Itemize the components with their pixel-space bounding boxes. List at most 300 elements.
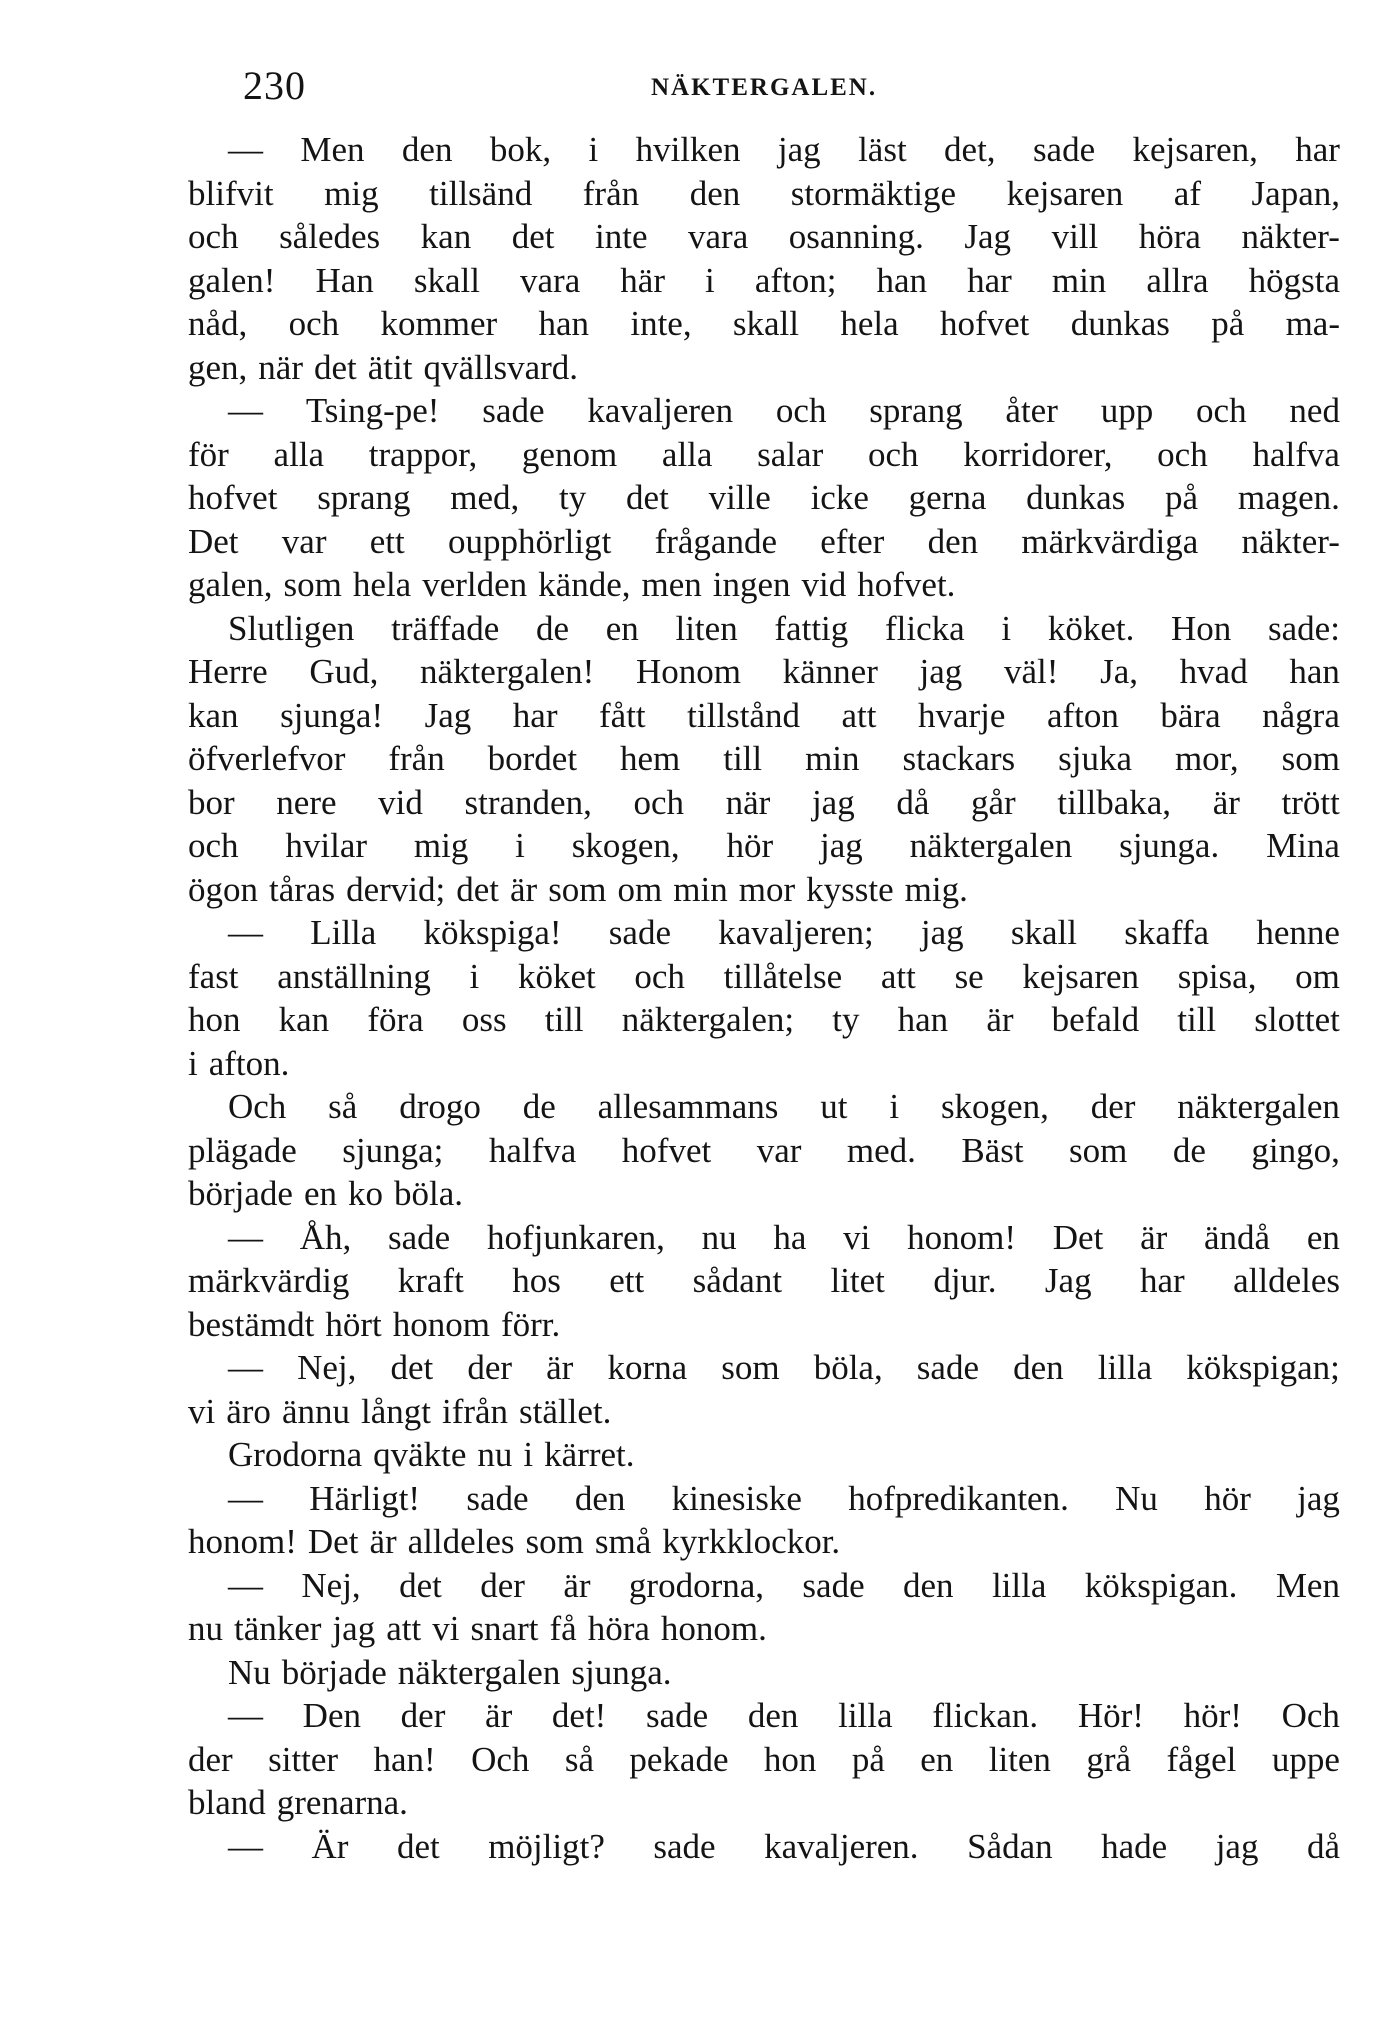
word: är bbox=[485, 1696, 513, 1735]
word: på bbox=[1165, 478, 1199, 517]
word: — bbox=[228, 391, 263, 430]
word: der bbox=[480, 1565, 525, 1605]
word: kysste bbox=[806, 869, 894, 909]
text-line bbox=[188, 650, 1340, 694]
word: sade bbox=[802, 1565, 865, 1605]
word: kinesiske bbox=[671, 1478, 802, 1518]
word: på bbox=[1211, 304, 1245, 343]
text-line bbox=[188, 694, 1340, 738]
word: grå bbox=[1086, 1739, 1132, 1779]
word: den bbox=[574, 1478, 626, 1518]
word: Det bbox=[188, 521, 239, 561]
word: näktergalen; bbox=[621, 1000, 795, 1039]
word: — bbox=[228, 130, 263, 169]
word: hofvet. bbox=[857, 565, 956, 604]
word: från bbox=[582, 173, 640, 213]
word: näktergalen! bbox=[420, 652, 595, 691]
word: ändå bbox=[1204, 1217, 1271, 1257]
word: kavaljeren. bbox=[764, 1826, 919, 1866]
word: är bbox=[1140, 1217, 1168, 1257]
word: halfva bbox=[1252, 434, 1340, 474]
word: litet bbox=[830, 1261, 885, 1300]
word: hör bbox=[1204, 1478, 1251, 1518]
text-line bbox=[188, 1651, 1340, 1695]
word: sprang bbox=[869, 391, 963, 430]
word: nåd, bbox=[188, 304, 248, 343]
word: Hon bbox=[1171, 608, 1232, 648]
word: sade bbox=[646, 1696, 709, 1735]
word: kavaljeren bbox=[587, 391, 734, 430]
word: de bbox=[522, 1087, 556, 1126]
word: sådant bbox=[692, 1261, 783, 1300]
word: befald bbox=[1051, 1000, 1140, 1039]
word: går bbox=[971, 782, 1016, 822]
word: för bbox=[188, 434, 229, 474]
word: så bbox=[564, 1739, 594, 1779]
word: afton bbox=[1046, 695, 1119, 735]
word: den bbox=[401, 130, 453, 169]
word: när bbox=[725, 782, 771, 822]
word: vara bbox=[688, 217, 749, 256]
word: lilla bbox=[991, 1565, 1047, 1605]
word: de bbox=[1172, 1130, 1206, 1170]
word: — bbox=[228, 1826, 263, 1866]
word: kökspigan. bbox=[1084, 1565, 1238, 1605]
text-line bbox=[188, 1694, 1340, 1738]
word: höra bbox=[1138, 217, 1201, 256]
text-line bbox=[188, 737, 1340, 781]
word: den bbox=[689, 173, 741, 213]
word: och bbox=[188, 217, 239, 256]
word: få bbox=[549, 1609, 577, 1648]
word: mig bbox=[324, 173, 379, 213]
word: sprang bbox=[317, 478, 411, 517]
word: afton. bbox=[208, 1043, 290, 1083]
word: — bbox=[228, 913, 263, 952]
text-line bbox=[188, 1042, 1340, 1086]
word: gen, bbox=[188, 347, 248, 387]
text-line bbox=[188, 955, 1340, 999]
word: genom bbox=[521, 434, 618, 474]
word: den bbox=[747, 1696, 799, 1735]
word: honom! bbox=[188, 1522, 297, 1561]
word: sjunga; bbox=[342, 1130, 444, 1170]
word: och bbox=[1157, 434, 1208, 474]
word: tillåtelse bbox=[723, 956, 843, 996]
word: förr. bbox=[501, 1304, 561, 1344]
word: pekade bbox=[629, 1739, 729, 1779]
word: hela bbox=[352, 565, 412, 604]
word: uppe bbox=[1271, 1739, 1340, 1779]
word: böla. bbox=[394, 1174, 464, 1213]
word: sjunga. bbox=[571, 1652, 672, 1692]
word: det bbox=[626, 478, 669, 517]
word: osanning. bbox=[788, 217, 924, 256]
word: anställning bbox=[277, 956, 431, 996]
word: hofvet bbox=[939, 304, 1030, 343]
word: och bbox=[188, 826, 239, 865]
word: lilla bbox=[1097, 1348, 1153, 1387]
text-line bbox=[188, 346, 1340, 390]
word: Och bbox=[1281, 1696, 1340, 1735]
word: kärret. bbox=[544, 1435, 635, 1474]
word: vi bbox=[843, 1217, 871, 1257]
word: min bbox=[805, 739, 860, 778]
word: dunkas bbox=[1070, 304, 1170, 343]
word: hvad bbox=[1179, 652, 1248, 691]
word: upp bbox=[1100, 391, 1154, 430]
word: Ja, bbox=[1100, 652, 1138, 691]
word: sade bbox=[916, 1348, 979, 1387]
word: ha bbox=[773, 1217, 807, 1257]
word: kan bbox=[420, 217, 472, 256]
text-line bbox=[188, 389, 1340, 433]
word: kan bbox=[188, 695, 239, 735]
word: korridorer, bbox=[963, 434, 1113, 474]
word: magen. bbox=[1237, 478, 1340, 517]
word: började bbox=[188, 1174, 293, 1213]
word: med, bbox=[450, 478, 520, 517]
word: skall bbox=[1010, 913, 1077, 952]
word: Japan, bbox=[1251, 173, 1340, 213]
word: han bbox=[897, 1000, 949, 1039]
word: kan bbox=[278, 1000, 330, 1039]
word: grodorna, bbox=[628, 1565, 765, 1605]
word: der bbox=[400, 1696, 446, 1735]
word: näktergalen bbox=[397, 1652, 561, 1692]
word: — bbox=[228, 1348, 263, 1387]
word: hvarje bbox=[917, 695, 1006, 735]
word: om bbox=[617, 869, 663, 909]
word: till bbox=[1177, 1000, 1217, 1039]
word: vi bbox=[188, 1391, 216, 1431]
word: han bbox=[1289, 652, 1340, 691]
word: han bbox=[876, 260, 928, 300]
word: en bbox=[605, 608, 639, 648]
word: som bbox=[548, 869, 607, 909]
word: frågande bbox=[654, 521, 777, 561]
word: Bäst bbox=[961, 1130, 1024, 1170]
text-line bbox=[188, 302, 1340, 346]
word: den bbox=[1013, 1348, 1064, 1387]
word: gingo, bbox=[1251, 1130, 1340, 1170]
word: inte bbox=[595, 217, 648, 256]
word: ty bbox=[559, 478, 587, 517]
word: dunkas bbox=[1026, 478, 1126, 517]
word: ifrån bbox=[441, 1391, 509, 1431]
word: högsta bbox=[1248, 260, 1340, 300]
word: salar bbox=[757, 434, 824, 474]
text-line bbox=[188, 911, 1340, 955]
word: ännu bbox=[281, 1391, 350, 1431]
word: är bbox=[563, 1565, 591, 1605]
word: hade bbox=[1101, 1826, 1168, 1866]
word: hofpredikanten. bbox=[848, 1478, 1069, 1518]
running-head: NÄKTERGALEN. bbox=[651, 74, 878, 101]
word: och bbox=[775, 391, 827, 430]
word: började bbox=[281, 1652, 387, 1692]
word: hofvet bbox=[188, 478, 278, 517]
word: var bbox=[281, 521, 327, 561]
text-line bbox=[188, 1781, 1340, 1825]
word: i bbox=[523, 1435, 534, 1474]
word: i bbox=[188, 1043, 198, 1083]
word: Det bbox=[307, 1522, 359, 1561]
word: kraft bbox=[397, 1261, 464, 1300]
word: det bbox=[314, 347, 357, 387]
word: har bbox=[1295, 130, 1340, 169]
word: det bbox=[456, 869, 499, 909]
word: bland bbox=[188, 1783, 266, 1822]
word: han bbox=[538, 304, 590, 343]
word: Tsing-pe! bbox=[305, 391, 440, 430]
text-line bbox=[188, 1346, 1340, 1390]
word: mor, bbox=[1174, 739, 1239, 778]
word: känner bbox=[782, 652, 878, 691]
word: sade bbox=[388, 1217, 451, 1257]
word: tåras bbox=[269, 869, 336, 909]
word: stället. bbox=[519, 1391, 612, 1431]
word: ett bbox=[609, 1261, 645, 1300]
text-line bbox=[188, 824, 1340, 868]
word: men bbox=[641, 565, 702, 604]
word: hofvet bbox=[621, 1130, 712, 1170]
word: ett bbox=[369, 521, 405, 561]
word: Men bbox=[300, 130, 365, 169]
text-line bbox=[188, 1172, 1340, 1216]
word: och bbox=[288, 304, 340, 343]
word: sade bbox=[466, 1478, 529, 1518]
word: i bbox=[515, 826, 525, 865]
text-line bbox=[188, 998, 1340, 1042]
word: hon bbox=[763, 1739, 817, 1779]
word: drogo bbox=[399, 1087, 481, 1126]
word: i bbox=[1001, 608, 1012, 648]
word: djur. bbox=[933, 1261, 997, 1300]
word: väl! bbox=[1003, 652, 1059, 691]
word: till bbox=[723, 739, 763, 778]
word: vara bbox=[520, 260, 581, 300]
word: åter bbox=[1005, 391, 1058, 430]
word: näkter- bbox=[1241, 521, 1340, 561]
word: jag bbox=[1297, 1478, 1340, 1518]
word: en bbox=[303, 1174, 337, 1213]
word: hela bbox=[840, 304, 899, 343]
word: som bbox=[525, 1522, 584, 1561]
word: skaffa bbox=[1124, 913, 1210, 952]
word: äro bbox=[226, 1391, 271, 1431]
word: bor bbox=[188, 782, 235, 822]
word: Jag bbox=[964, 217, 1012, 256]
word: att bbox=[841, 695, 877, 735]
word: långt bbox=[360, 1391, 431, 1431]
word: henne bbox=[1256, 913, 1340, 952]
text-line bbox=[188, 1564, 1340, 1608]
word: alla bbox=[273, 434, 325, 474]
word: mig. bbox=[904, 869, 968, 909]
word: näktergalen bbox=[909, 826, 1073, 865]
word: är bbox=[1212, 782, 1240, 822]
word: kommer bbox=[380, 304, 498, 343]
word: sjunga. bbox=[1119, 826, 1220, 865]
word: snart bbox=[470, 1609, 539, 1648]
word: sade bbox=[653, 1826, 716, 1866]
word: ned bbox=[1289, 391, 1340, 430]
word: sade: bbox=[1268, 608, 1340, 648]
word: min bbox=[1051, 260, 1107, 300]
word: Hör! bbox=[1077, 1696, 1144, 1735]
word: näkter- bbox=[1241, 217, 1340, 256]
word: alla bbox=[661, 434, 713, 474]
word: läst bbox=[858, 130, 907, 169]
word: Nu bbox=[1115, 1478, 1158, 1518]
word: — bbox=[228, 1478, 263, 1518]
text-line bbox=[188, 128, 1340, 172]
word: Nej, bbox=[301, 1565, 361, 1605]
word: jag bbox=[811, 782, 855, 822]
word: tillsänd bbox=[429, 173, 533, 213]
word: näktergalen bbox=[1177, 1087, 1340, 1126]
word: Och bbox=[228, 1087, 287, 1126]
word: Men bbox=[1275, 1565, 1340, 1605]
word: från bbox=[388, 739, 445, 778]
word: är bbox=[369, 1522, 397, 1561]
word: jag bbox=[1215, 1826, 1259, 1866]
word: sade bbox=[608, 913, 671, 952]
word: bordet bbox=[487, 739, 578, 778]
word: kyrkklockor. bbox=[662, 1522, 841, 1561]
word: var bbox=[756, 1130, 802, 1170]
word: när bbox=[258, 347, 303, 387]
word: liten bbox=[675, 608, 738, 648]
word: skall bbox=[732, 304, 800, 343]
word: slottet bbox=[1254, 1000, 1340, 1039]
word: alldeles bbox=[407, 1522, 515, 1561]
word: nu bbox=[188, 1609, 223, 1648]
text-line bbox=[188, 520, 1340, 564]
word: vi bbox=[432, 1609, 460, 1648]
word: tänker bbox=[234, 1609, 322, 1648]
page-number: 230 bbox=[243, 63, 306, 108]
word: liten bbox=[988, 1739, 1051, 1779]
word: plägade bbox=[188, 1130, 297, 1170]
body-text bbox=[188, 128, 1340, 1868]
text-line bbox=[188, 1129, 1340, 1173]
text-line bbox=[188, 1477, 1340, 1521]
word: af bbox=[1173, 173, 1201, 213]
word: i bbox=[889, 1087, 900, 1126]
word: som bbox=[721, 1348, 780, 1387]
word: föra bbox=[367, 1000, 424, 1039]
word: nu bbox=[701, 1217, 737, 1257]
word: hos bbox=[512, 1261, 561, 1300]
word: halfva bbox=[488, 1130, 577, 1170]
word: vid bbox=[378, 782, 423, 822]
word: mig bbox=[413, 826, 469, 865]
word: grenarna. bbox=[276, 1783, 408, 1822]
word: Jag bbox=[424, 695, 472, 735]
word: — bbox=[228, 1696, 263, 1735]
word: Och bbox=[471, 1739, 530, 1779]
word: ingen bbox=[712, 565, 791, 604]
word: ko bbox=[348, 1174, 383, 1213]
word: oupphörligt bbox=[447, 521, 612, 561]
word: allra bbox=[1146, 260, 1209, 300]
word: träffade bbox=[391, 608, 500, 648]
word: hofjunkaren, bbox=[486, 1217, 665, 1257]
word: allesammans bbox=[597, 1087, 779, 1126]
word: kökspiga! bbox=[423, 913, 562, 952]
word: i bbox=[469, 956, 480, 996]
word: att bbox=[880, 956, 916, 996]
word: höra bbox=[587, 1609, 650, 1648]
word: då bbox=[896, 782, 930, 822]
word: tillstånd bbox=[687, 695, 800, 735]
word: Det bbox=[1052, 1217, 1104, 1257]
text-line bbox=[188, 259, 1340, 303]
word: inte, bbox=[630, 304, 692, 343]
word: några bbox=[1262, 695, 1340, 735]
word: fast bbox=[188, 956, 239, 996]
word: stormäktige bbox=[790, 173, 957, 213]
word: fått bbox=[599, 695, 646, 735]
word: böla, bbox=[813, 1348, 883, 1387]
word: afton; bbox=[754, 260, 837, 300]
word: hon bbox=[188, 1000, 241, 1039]
word: märkvärdiga bbox=[1021, 521, 1199, 561]
word: den bbox=[903, 1565, 954, 1605]
word: har bbox=[967, 260, 1012, 300]
word: efter bbox=[820, 521, 885, 561]
word: flickan. bbox=[932, 1696, 1039, 1735]
word: är bbox=[509, 869, 538, 909]
word: märkvärdig bbox=[188, 1261, 350, 1300]
word: sade bbox=[482, 391, 545, 430]
word: der bbox=[188, 1739, 233, 1779]
word: jag bbox=[920, 913, 964, 952]
word: kejsaren bbox=[1022, 956, 1140, 996]
word: Jag bbox=[1044, 1261, 1092, 1300]
text-line bbox=[188, 172, 1340, 216]
word: der bbox=[467, 1348, 513, 1387]
word: ma- bbox=[1285, 304, 1340, 343]
word: Herre bbox=[188, 652, 268, 691]
word: vid bbox=[801, 565, 847, 604]
word: — bbox=[228, 1217, 263, 1257]
word: icke bbox=[810, 478, 869, 517]
word: som bbox=[1069, 1130, 1128, 1170]
word: att bbox=[386, 1609, 422, 1648]
word: bära bbox=[1160, 695, 1221, 735]
word: Han bbox=[315, 260, 374, 300]
word: trött bbox=[1281, 782, 1340, 822]
word: således bbox=[279, 217, 381, 256]
word: det bbox=[399, 1565, 442, 1605]
word: Är bbox=[311, 1826, 349, 1866]
word: det bbox=[396, 1826, 440, 1866]
text-line bbox=[188, 1825, 1340, 1869]
word: Gud, bbox=[309, 652, 379, 691]
word: skogen, bbox=[571, 826, 680, 865]
word: hvilar bbox=[285, 826, 368, 865]
word: sjunga! bbox=[280, 695, 384, 735]
word: nu bbox=[477, 1435, 513, 1474]
word: bestämdt bbox=[188, 1304, 315, 1344]
word: der bbox=[1090, 1087, 1136, 1126]
word: Den bbox=[302, 1696, 361, 1735]
word: verlden bbox=[422, 565, 528, 604]
word: dervid; bbox=[346, 869, 446, 909]
